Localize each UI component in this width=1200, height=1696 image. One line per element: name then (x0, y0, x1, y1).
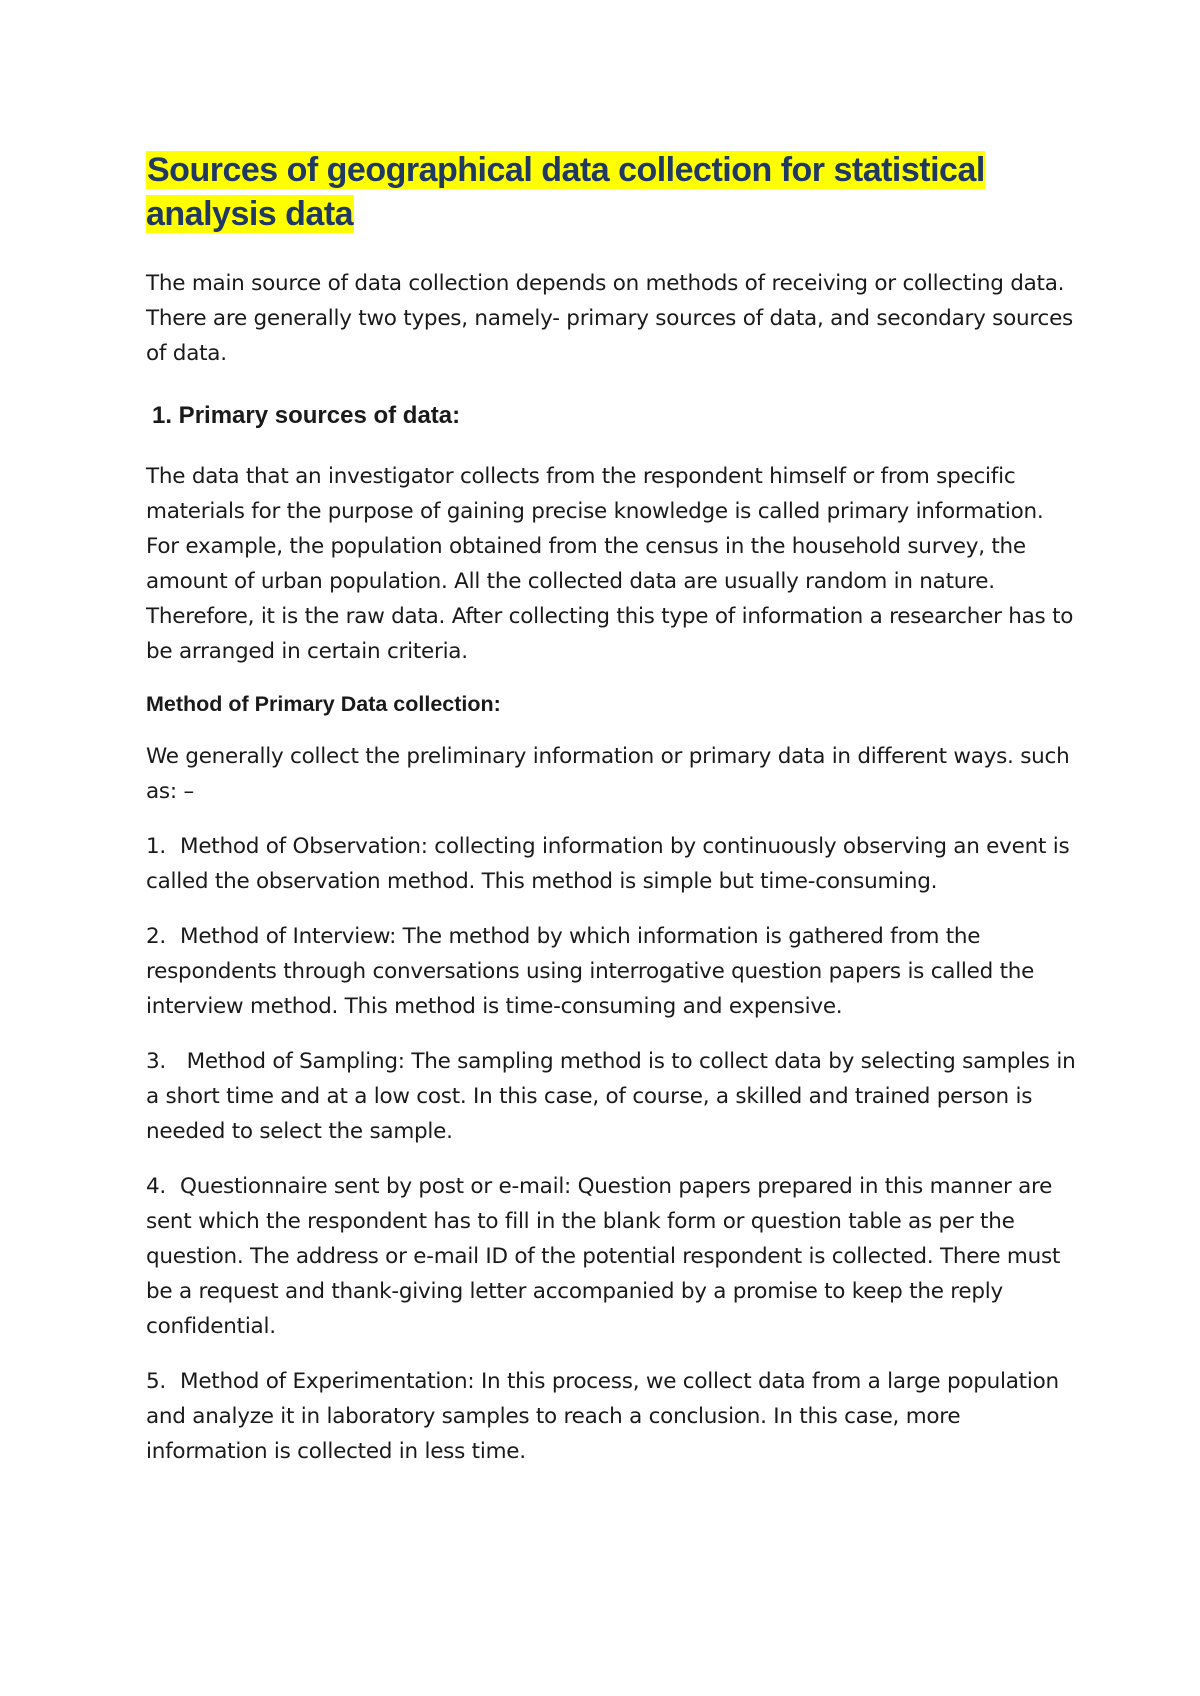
document-title (146, 148, 1076, 236)
methods-lead-paragraph: We generally collect the preliminary information or primary data in different ways. such as: – (146, 744, 1070, 804)
method-item-text: Method of Observation: collecting information by continuously observing an event is called the observation method. This method is simple but time-consuming. (146, 834, 1070, 894)
method-heading: Method of Primary Data collection: (146, 692, 501, 716)
method-item-number: 3. (146, 1049, 167, 1074)
primary-sources-heading: 1. Primary sources of data: (152, 402, 461, 429)
method-item-interview (146, 919, 1076, 1024)
document-page (146, 148, 1076, 1489)
method-item-number: 4. (146, 1174, 167, 1199)
method-item-text: Questionnaire sent by post or e-mail: Question papers prepared in this manner are sent which the respondent has to fill in the blank form or question table as per the question. The address or e-mail ID of the potential respondent is collected. There must be a request and thank-giving letter accompanied by a promise to keep the reply confidential. (146, 1174, 1061, 1339)
method-item-text: Method of Interview: The method by which information is gathered from the respondents through conversations using interrogative question papers is called the interview method. This method is time-consuming and expensive. (146, 924, 1035, 1019)
method-item-experimentation (146, 1364, 1076, 1469)
title-highlight: Sources of geographical data collection for statistical analysis data (146, 151, 985, 233)
method-item-questionnaire (146, 1169, 1076, 1344)
method-item-number: 5. (146, 1369, 167, 1394)
method-item-sampling (146, 1044, 1076, 1149)
method-item-number: 1. (146, 834, 167, 859)
method-item-observation (146, 829, 1076, 899)
primary-sources-definition: The data that an investigator collects from the respondent himself or from specific materials for the purpose of gaining precise knowledge is called primary information. For example, the population obtained from the census in the household survey, the amount of urban population. All the collected data are usually random in nature. Therefore, it is the raw data. After collecting this type of information a researcher has to be arranged in certain criteria. (146, 464, 1074, 664)
method-item-text: Method of Experimentation: In this process, we collect data from a large population and analyze it in laboratory samples to reach a conclusion. In this case, more information is collected in less time. (146, 1369, 1059, 1464)
method-item-text: Method of Sampling: The sampling method is to collect data by selecting samples in a short time and at a low cost. In this case, of course, a skilled and trained person is needed to select the sample. (146, 1049, 1076, 1144)
method-item-number: 2. (146, 924, 167, 949)
intro-paragraph: The main source of data collection depends on methods of receiving or collecting data. There are generally two types, namely- primary sources of data, and secondary sources of data. (146, 271, 1073, 366)
